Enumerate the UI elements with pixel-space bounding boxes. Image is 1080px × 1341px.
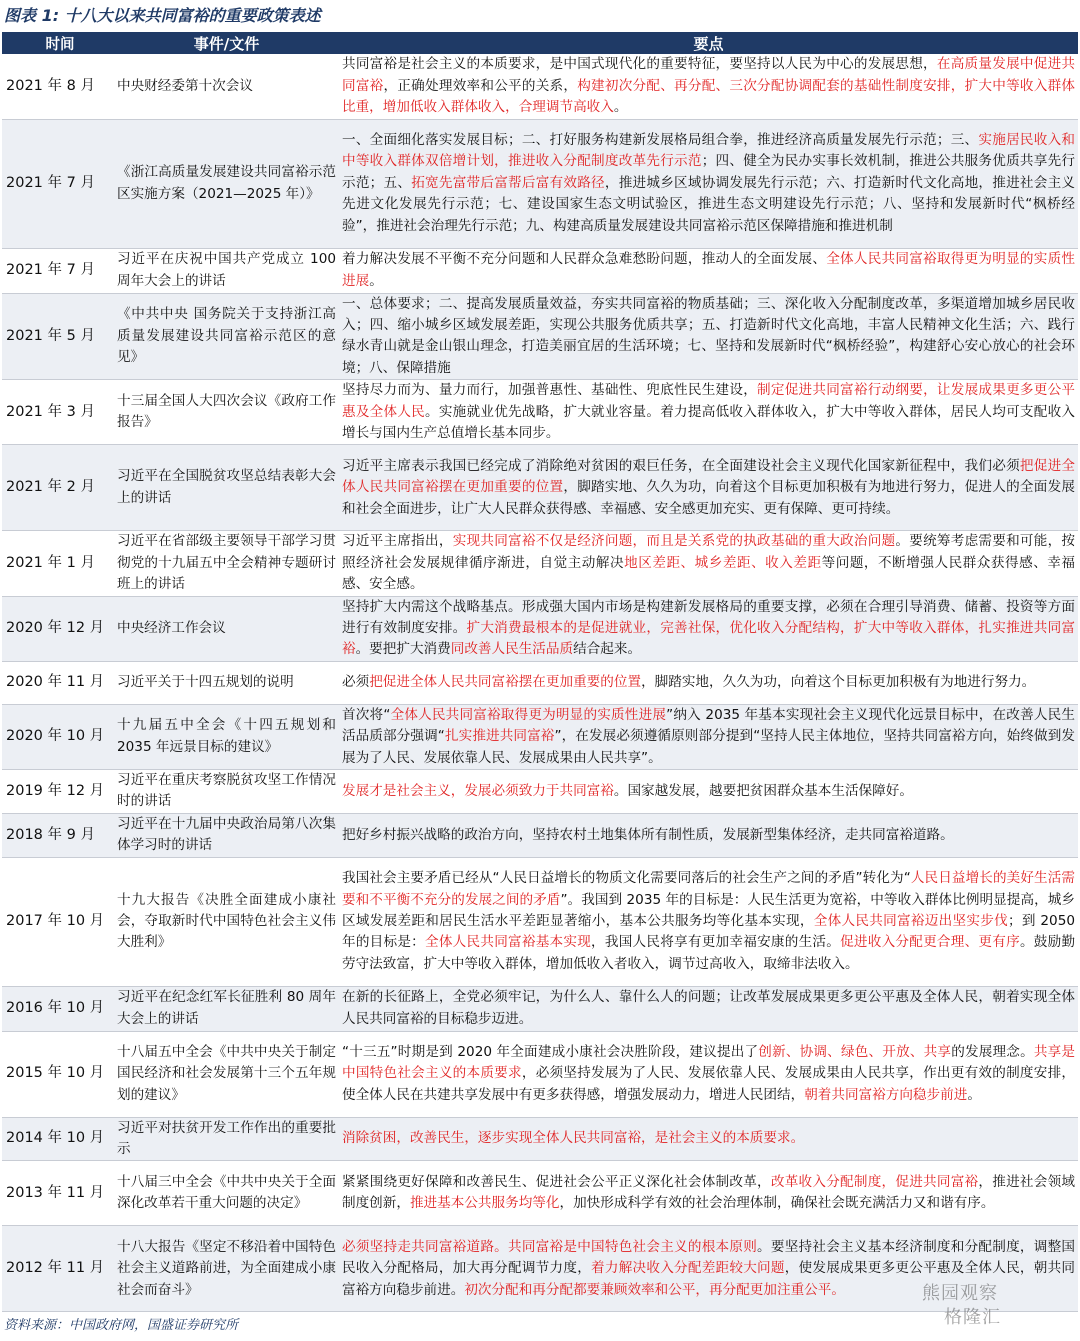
- point-text: ；到 2050 年的目标是：: [342, 912, 1075, 951]
- cell-points: [339, 857, 1078, 986]
- point-text: 必须: [342, 674, 370, 691]
- cell-event: 十八大报告《坚定不移沿着中国特色社会主义道路前进，为全面建成小康社会而奋斗》: [114, 1226, 339, 1312]
- highlighted-text: 实现共同富裕不仅是经济问题，而且是关系党的执政基础的重大政治问题: [452, 533, 896, 550]
- highlighted-text: 全体人民共同富裕迈出坚实步伐: [813, 912, 1009, 929]
- point-text: ”，在发展必须遵循原则部分提到“坚持人民主体地位，坚持共同富裕方向，始终做到发展为了人民、发展依靠人民、发展成果由人民共享”。: [342, 728, 1076, 766]
- point-text: “十三五”时期是到 2020 年全面建成小康社会决胜阶段，建议提出了: [342, 1044, 759, 1061]
- source-note: 资料来源：中国政府网，国盛证券研究所: [4, 1318, 239, 1333]
- cell-points: [339, 1161, 1078, 1226]
- point-text: ；四、健全为民办实事长效机制，推进公共服务优质共享先行示范；五、: [342, 153, 1075, 191]
- cell-time: 2018 年 9 月: [2, 813, 114, 857]
- table-row: [2, 857, 1078, 986]
- point-text: ，正确处理效率和公平的关系，: [383, 77, 578, 94]
- cell-time: 2021 年 7 月: [2, 248, 114, 293]
- cell-event: 《中共中央 国务院关于支持浙江高质量发展建设共同富裕示范区的意见》: [114, 293, 339, 380]
- point-text: 。国家越发展，越要把贫困群众基本生活保障好。: [613, 782, 913, 799]
- cell-time: 2021 年 2 月: [2, 445, 114, 531]
- point-text: 。鼓励勤劳守法致富，扩大中等收入群体，增加低收入者收入，调节过高收入，取缔非法收入。: [342, 934, 1076, 972]
- cell-event: 习近平对扶贫开发工作作出的重要批示: [114, 1117, 339, 1161]
- table-row: [2, 1117, 1078, 1161]
- cell-points: [339, 293, 1078, 380]
- cell-event: 习近平在全国脱贫攻坚总结表彰大会上的讲话: [114, 445, 339, 531]
- cell-time: 2021 年 5 月: [2, 293, 114, 380]
- point-text: ”。我国到 2035 年的目标是：人民生活更为宽裕，中等收入群体比例明显提高，城乡区域发展差距和居民生活水平差距显著缩小，基本公共服务均等化基本实现，: [342, 891, 1076, 929]
- table-row: [2, 380, 1078, 445]
- cell-points: [339, 770, 1078, 814]
- cell-points: [339, 704, 1078, 769]
- highlighted-text: 创新、协调、绿色、开放、共享: [758, 1044, 952, 1061]
- point-text: ，推进城乡区域协调发展先行示范；六、打造新时代文化高地，推进社会主义先进文化发展先行示范；七、建设国家生态文明试验区，推进生态文明建设先行示范；八、坚持和发展新时代“枫桥经验”，推进社会治理先行示范；九、构建高质量发展建设共同富裕示范区保障措施和推进机制: [342, 174, 1076, 234]
- point-text: 。: [369, 272, 383, 289]
- point-text: ，推进社会领域制度创新，: [342, 1174, 1076, 1212]
- cell-event: 十九大报告《决胜全面建成小康社会，夺取新时代中国特色社会主义伟大胜利》: [114, 857, 339, 986]
- cell-time: 2021 年 8 月: [2, 54, 114, 119]
- cell-time: 2016 年 10 月: [2, 986, 114, 1031]
- highlighted-text: 全体人民共同富裕取得更为明显的实质性进展: [390, 706, 667, 723]
- cell-points: [339, 986, 1078, 1031]
- point-text: 把好乡村振兴战略的政治方向，坚持农村土地集体所有制性质，发展新型集体经济，走共同富裕道路。: [342, 826, 954, 843]
- point-text: 。要坚持社会主义基本经济制度和分配制度，调整国民收入分配格局，加大再分配调节力度，: [342, 1238, 1076, 1277]
- table-row: [2, 661, 1078, 704]
- cell-event: 十八届五中全会《中共中央关于制定国民经济和社会发展第十三个五年规划的建议》: [114, 1031, 339, 1117]
- table-row: [2, 596, 1078, 661]
- highlighted-text: 初次分配和再分配都要兼顾效率和公平，再分配更加注重公平。: [464, 1281, 845, 1298]
- point-text: 紧紧围绕更好保障和改善民生、促进社会公平正义深化社会体制改革，: [342, 1174, 771, 1191]
- cell-points: [339, 248, 1078, 293]
- highlighted-text: 全体人民共同富裕基本实现: [425, 934, 592, 951]
- table-row: [2, 293, 1078, 380]
- watermark: [922, 1282, 1072, 1334]
- highlighted-text: 共享是中国特色社会主义的本质要求: [342, 1044, 1076, 1082]
- point-text: ，必须坚持发展为了人民、发展依靠人民、发展成果由人民共享，作出更有效的制度安排，使全体人民在共建共享发展中有更多获得感，增强发展动力，增进人民团结，: [342, 1065, 1076, 1103]
- point-text: 共同富裕是社会主义的本质要求，是中国式现代化的重要特征，要坚持以人民为中心的发展思想，: [342, 56, 937, 73]
- cell-points: [339, 445, 1078, 531]
- highlighted-text: 消除贫困，改善民生，逐步实现全体人民共同富裕，是社会主义的本质要求。: [342, 1130, 805, 1147]
- point-text: ，我国人民将享有更加幸福安康的生活。: [591, 934, 841, 951]
- point-text: 首次将“: [342, 706, 391, 723]
- watermark-line-2: 格隆汇: [944, 1307, 1001, 1328]
- point-text: 。要统筹考虑需要和可能，按照经济社会发展规律循序渐进，自觉主动解决: [342, 533, 1076, 571]
- table-row: [2, 1031, 1078, 1117]
- cell-time: 2019 年 12 月: [2, 770, 114, 814]
- cell-event: 习近平在十九届中央政治局第八次集体学习时的讲话: [114, 813, 339, 857]
- highlighted-text: 必须坚持走共同富裕道路。共同富裕是中国特色社会主义的根本原则: [342, 1238, 758, 1255]
- cell-time: 2012 年 11 月: [2, 1226, 114, 1312]
- point-text: 。要把扩大消费: [355, 641, 451, 658]
- policy-table: [2, 32, 1078, 1312]
- highlighted-text: 人民日益增长的美好生活需要和不平衡不充分的发展之间的矛盾: [342, 870, 1076, 908]
- table-row: [2, 248, 1078, 293]
- point-text: ”纳入 2035 年基本实现社会主义现代化远景目标中，在改善人民生活品质部分强调“: [342, 706, 1076, 745]
- highlighted-text: 改革收入分配制度，促进共同富裕: [770, 1174, 979, 1191]
- point-text: 习近平主席表示我国已经完成了消除绝对贫困的艰巨任务，在全面建设社会主义现代化国家新征程中，我们必须: [342, 457, 1020, 474]
- highlighted-text: 朝着共同富裕方向稳步前进: [804, 1086, 968, 1103]
- table-row: [2, 54, 1078, 119]
- table-row: [2, 1226, 1078, 1312]
- highlighted-text: 实施居民收入和中等收入群体双倍增计划，推进收入分配制度改革先行示范: [342, 131, 1076, 170]
- point-text: ，脚踏实地，久久为功，向着这个目标更加积极有为地进行努力。: [641, 674, 1036, 691]
- point-text: 一、全面细化落实发展目标；二、打好服务构建新发展格局组合拳，推进经济高质量发展先行示范；三、: [342, 131, 979, 148]
- cell-time: 2020 年 10 月: [2, 704, 114, 769]
- cell-time: 2020 年 12 月: [2, 596, 114, 661]
- header-points: 要点: [339, 32, 1078, 54]
- header-event: 事件/文件: [114, 32, 339, 54]
- header-time: 时间: [2, 32, 114, 54]
- point-text: ，脚踏实地、久久为功，向着这个目标更加积极有为地进行努力，促进人的全面发展和社会全面进步，让广大人民群众获得感、幸福感、安全感更加充实、更有保障、更可持续。: [342, 479, 1076, 517]
- table-body: [2, 54, 1078, 1312]
- cell-event: 《浙江高质量发展建设共同富裕示范区实施方案（2021—2025 年）》: [114, 119, 339, 248]
- table-row: [2, 531, 1078, 596]
- watermark-line-1: 熊园观察: [922, 1283, 998, 1304]
- cell-event: 十九届五中全会《十四五规划和 2035 年远景目标的建议》: [114, 704, 339, 769]
- cell-points: [339, 1031, 1078, 1117]
- cell-points: [339, 531, 1078, 596]
- highlighted-text: 发展才是社会主义，发展必须致力于共同富裕: [342, 782, 614, 799]
- cell-points: [339, 661, 1078, 704]
- point-text: ，使发展成果更多更公平惠及全体人民，朝共同富裕方向稳步前进。: [342, 1260, 1076, 1298]
- point-text: 。: [613, 98, 628, 115]
- point-text: 坚持扩大内需这个战略基点。形成强大国内市场是构建新发展格局的重要支撑，必须在合理引导消费、储蓄、投资等方面进行有效制度安排。: [342, 598, 1075, 636]
- table-row: [2, 445, 1078, 531]
- cell-time: 2021 年 7 月: [2, 119, 114, 248]
- cell-time: 2020 年 11 月: [2, 661, 114, 704]
- point-text: 等问题，不断增强人民群众获得感、幸福感、安全感。: [342, 554, 1076, 593]
- point-text: 坚持尽力而为、量力而行，加强普惠性、基础性、兜底性民生建设，: [342, 382, 758, 399]
- cell-time: 2015 年 10 月: [2, 1031, 114, 1117]
- highlighted-text: 拓宽先富带后富帮后富有效路径: [411, 174, 605, 191]
- highlighted-text: 在高质量发展中促进共同富裕: [342, 56, 1075, 94]
- point-text: 在新的长征路上，全党必须牢记，为什么人、靠什么人的问题；让改革发展成果更多更公平惠及全体人民，朝着实现全体人民共同富裕的目标稳步迈进。: [342, 989, 1075, 1027]
- cell-event: 习近平在重庆考察脱贫攻坚工作情况时的讲话: [114, 770, 339, 814]
- figure-title: 图表 1: 十八大以来共同富裕的重要政策表述: [4, 6, 321, 25]
- highlighted-text: 同改善人民生活品质: [450, 641, 574, 658]
- cell-points: [339, 1117, 1078, 1161]
- point-text: 结合起来。: [573, 641, 642, 658]
- highlighted-text: 构建初次分配、再分配、三次分配协调配套的基础性制度安排，扩大中等收入群体比重，增加低收入群体收入，合理调节高收入: [342, 77, 1076, 115]
- cell-time: 2017 年 10 月: [2, 857, 114, 986]
- highlighted-text: 扩大消费最根本的是促进就业，完善社保，优化收入分配结构，扩大中等收入群体，扎实推进共同富裕: [342, 619, 1075, 658]
- point-text: 。: [967, 1086, 981, 1103]
- highlighted-text: 地区差距、城乡差距、收入差距: [624, 554, 822, 571]
- point-text: 。实施就业优先战略，扩大就业容量。着力提高低收入群体收入，扩大中等收入群体，居民人均可支配收入增长与国内生产总值增长基本同步。: [342, 403, 1076, 441]
- cell-event: 习近平在庆祝中国共产党成立 100 周年大会上的讲话: [114, 248, 339, 293]
- cell-event: 中央财经委第十次会议: [114, 54, 339, 119]
- point-text: ，加快形成科学有效的社会治理体制，确保社会既充满活力又和谐有序。: [559, 1195, 995, 1212]
- cell-points: [339, 596, 1078, 661]
- point-text: 一、总体要求；二、提高发展质量效益，夯实共同富裕的物质基础；三、深化收入分配制度改革，多渠道增加城乡居民收入；四、缩小城乡区域发展差距，实现公共服务优质共享；五、打造新时代文化高地，丰富人民精神文化生活；六、践行绿水青山就是金山银山理念，打造美丽宜居的生活环境；七、坚持和发展新时代“枫桥经验”，构建舒心安心放心的社会环境；八、保障措施: [342, 295, 1075, 376]
- table-row: [2, 704, 1078, 769]
- table-row: [2, 119, 1078, 248]
- cell-time: 2021 年 3 月: [2, 380, 114, 445]
- highlighted-text: 着力解决收入分配差距较大问题: [591, 1260, 785, 1277]
- cell-points: [339, 54, 1078, 119]
- cell-event: 习近平在省部级主要领导干部学习贯彻党的十九届五中全会精神专题研讨班上的讲话: [114, 531, 339, 596]
- highlighted-text: 全体人民共同富裕取得更为明显的实质性进展: [342, 251, 1076, 289]
- table-row: [2, 1161, 1078, 1226]
- cell-points: [339, 380, 1078, 445]
- cell-event: 中央经济工作会议: [114, 596, 339, 661]
- highlighted-text: 促进收入分配更合理、更有序: [840, 934, 1020, 951]
- cell-time: 2013 年 11 月: [2, 1161, 114, 1226]
- cell-event: 习近平关于十四五规划的说明: [114, 661, 339, 704]
- point-text: 我国社会主要矛盾已经从“人民日益增长的物质文化需要同落后的社会生产之间的矛盾”转化为“: [342, 870, 911, 887]
- cell-time: 2021 年 1 月: [2, 531, 114, 596]
- cell-event: 十三届全国人大四次会议《政府工作报告》: [114, 380, 339, 445]
- cell-points: [339, 119, 1078, 248]
- point-text: 习近平主席指出，: [342, 533, 453, 550]
- point-text: 着力解决发展不平衡不充分问题和人民群众急难愁盼问题，推动人的全面发展、: [342, 251, 827, 268]
- cell-points: [339, 813, 1078, 857]
- highlighted-text: 制定促进共同富裕行动纲要，让发展成果更多更公平惠及全体人民: [342, 382, 1076, 420]
- highlighted-text: 把促进全体人民共同富裕摆在更加重要的位置: [369, 674, 642, 691]
- highlighted-text: 推进基本公共服务均等化: [409, 1195, 560, 1212]
- cell-event: 习近平在纪念红军长征胜利 80 周年大会上的讲话: [114, 986, 339, 1031]
- table-row: [2, 986, 1078, 1031]
- highlighted-text: 把促进全体人民共同富裕摆在更加重要的位置: [342, 457, 1076, 496]
- table-header-row: [2, 32, 1078, 54]
- point-text: 的发展理念。: [951, 1044, 1034, 1061]
- table-row: [2, 770, 1078, 814]
- cell-time: 2014 年 10 月: [2, 1117, 114, 1161]
- cell-event: 十八届三中全会《中共中央关于全面深化改革若干重大问题的决定》: [114, 1161, 339, 1226]
- highlighted-text: 扎实推进共同富裕: [444, 728, 555, 745]
- table-row: [2, 813, 1078, 857]
